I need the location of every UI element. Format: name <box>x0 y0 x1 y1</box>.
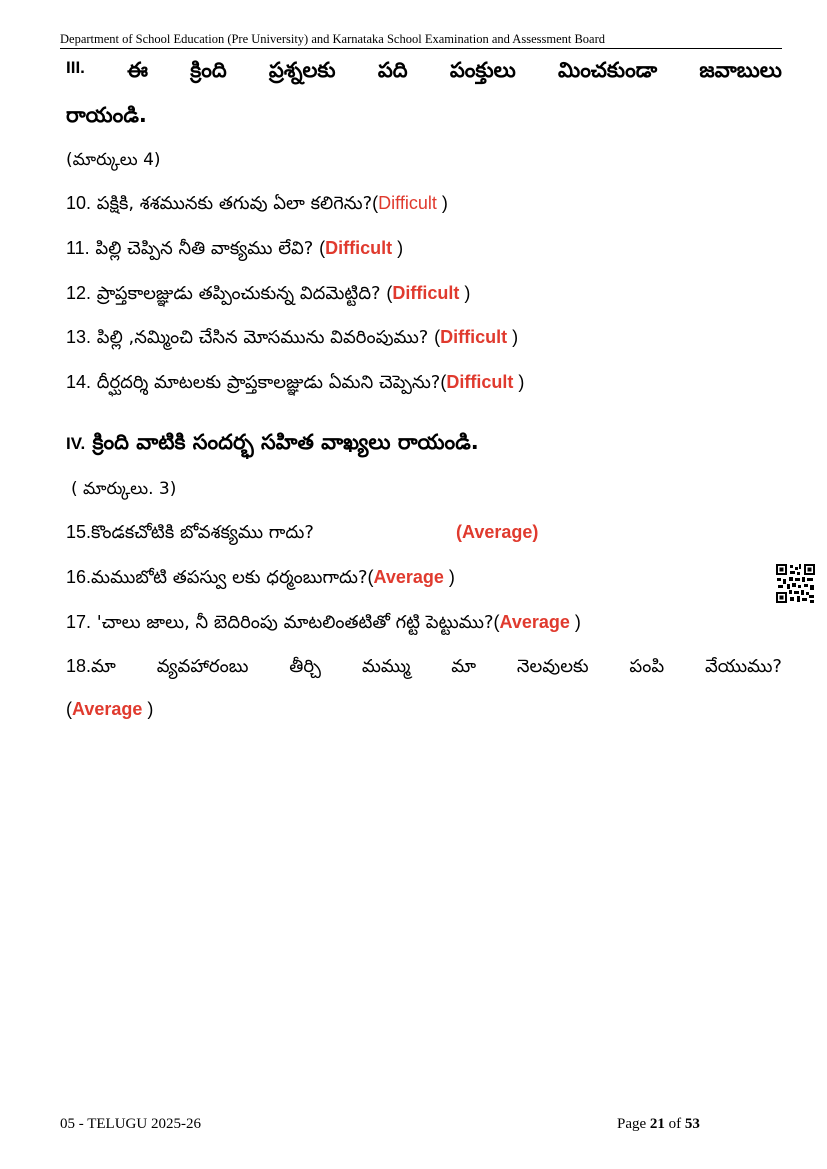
question-number: 10. <box>66 193 92 213</box>
question-word: మమ్ము <box>361 656 411 677</box>
section3-word: పది <box>377 58 408 82</box>
question-word: నెలవులకు <box>516 656 589 677</box>
question-number: 17. <box>66 612 92 632</box>
difficulty-label: Difficult <box>440 327 508 347</box>
section3-marks: (మార్కులు 4) <box>66 150 161 170</box>
difficulty-label: Difficult <box>446 372 514 392</box>
question-word: పంపి <box>629 656 665 677</box>
section4-roman: IV. <box>66 434 86 453</box>
question-item <box>66 238 403 263</box>
question-item <box>66 656 782 681</box>
section4-marks: ( మార్కులు. 3) <box>71 479 177 499</box>
difficulty-tag: (Average ) <box>367 567 455 587</box>
question-text: పిల్లి ,నమ్మించి చేసిన మోసమును వివరింపుము? <box>96 327 429 348</box>
question-item <box>66 193 448 218</box>
question-number: 16. <box>66 567 92 587</box>
board-name: Department of School Education (Pre University) and Karnataka School Examination and Assessment Board <box>60 32 606 46</box>
question-number: 11. <box>66 238 90 258</box>
section3-word: క్రింది <box>190 58 227 82</box>
question-text: కొండకచోటికి బోవశక్యము గాదు? <box>91 522 314 543</box>
question-text: మముబోటి తపస్వు లకు ధర్మంబుగాదు? <box>91 567 368 588</box>
difficulty-label: Difficult <box>325 238 393 258</box>
section3-heading-cont: రాయండి. <box>66 103 147 127</box>
question-number: 15. <box>66 522 92 542</box>
question-word: మా <box>451 656 477 677</box>
difficulty-tag: (Average ) <box>66 699 154 719</box>
question-text: 'చాలు జాలు, నీ బెదిరింపు మాటలింతటితో గట్టి పెట్టుము? <box>96 612 494 633</box>
section4-title: క్రింది వాటికి సందర్భ సహిత వాఖ్యలు రాయండి. <box>92 430 479 454</box>
footer-subject: 05 - TELUGU 2025-26 <box>60 1116 201 1132</box>
question-item <box>66 283 470 308</box>
question-word: తీర్చి <box>289 656 321 677</box>
question-text: పిల్లి చెప్పిన నీతి వాక్యము లేవి? <box>95 238 314 259</box>
difficulty-label: Difficult <box>392 283 460 303</box>
section4-heading <box>66 430 479 460</box>
qr-code-icon <box>776 564 815 603</box>
section3-word: మించకుండా <box>558 58 658 82</box>
difficulty-label: Difficult <box>378 193 437 213</box>
section3-word: పంక్తులు <box>449 58 516 82</box>
page-number: Page 21 of 53 <box>617 1116 700 1132</box>
difficulty-label: Average <box>373 567 444 587</box>
question-item <box>66 567 455 592</box>
difficulty-tag: (Difficult ) <box>440 372 525 392</box>
question-item <box>66 372 524 397</box>
question-number: 12. <box>66 283 92 303</box>
difficulty-label: Average <box>72 699 143 719</box>
difficulty-tag: (Difficult ) <box>434 327 519 347</box>
question-text: ప్రాప్తకాలజ్ఞుడు తప్పించుకున్న విదమెట్టిది? <box>96 283 381 304</box>
section3-roman: III. <box>66 58 85 77</box>
difficulty-tag: (Difficult ) <box>372 193 448 213</box>
question-first-word: 18.మా <box>66 656 116 677</box>
difficulty-tag: (Difficult ) <box>319 238 404 258</box>
difficulty-tag: (Difficult ) <box>386 283 471 303</box>
question-word: వ్యవహారంబు <box>156 656 249 677</box>
page-header <box>60 32 782 49</box>
question-item <box>66 612 581 637</box>
difficulty-tag <box>456 522 538 543</box>
question-number: 14. <box>66 372 92 392</box>
question-number: 13. <box>66 327 92 347</box>
question-item <box>66 327 518 352</box>
question-text: దీర్ఘదర్శి మాటలకు ప్రాప్తకాలజ్ఞుడు ఏమని చెప్పెను? <box>96 372 441 393</box>
difficulty-tag: (Average ) <box>493 612 581 632</box>
question-text: పక్షికి, శశమునకు తగువు ఏలా కలిగెను? <box>96 193 373 214</box>
difficulty-label: Average <box>499 612 570 632</box>
section3-word: జవాబులు <box>699 58 782 82</box>
difficulty-label: (Average) <box>456 522 539 542</box>
section3-word: ప్రశ్నలకు <box>268 58 336 82</box>
question-item <box>66 522 314 547</box>
section3-heading <box>66 58 782 88</box>
question-word: వేయుము? <box>704 656 782 677</box>
section3-word: ఈ <box>127 58 149 82</box>
